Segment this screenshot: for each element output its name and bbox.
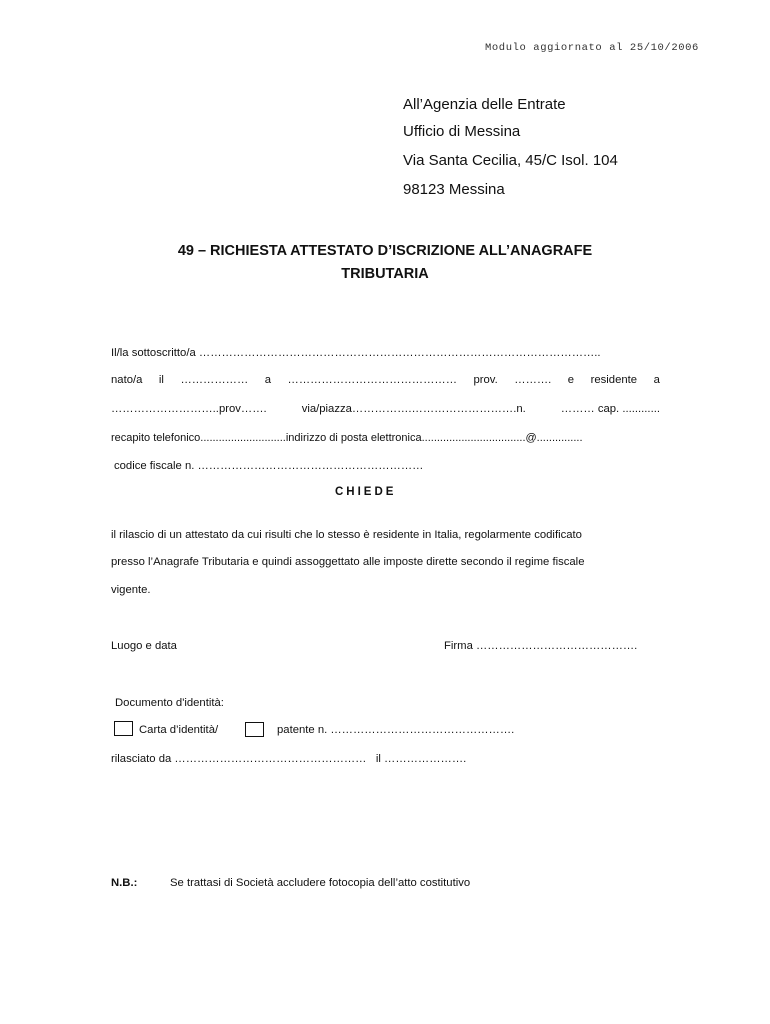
prov-blank: ………. — [514, 374, 552, 386]
nb-label: N.B.: — [111, 877, 138, 889]
chiede-heading: CHIEDE — [335, 486, 397, 498]
recipient-line-2: Ufficio di Messina — [403, 123, 521, 140]
firma: Firma ……………………………………. — [444, 640, 638, 652]
residence-prov: ………………………..prov……. — [111, 403, 267, 415]
cap: ……… cap. ............ — [560, 403, 660, 415]
request-line-3: vigente. — [111, 584, 151, 596]
patente-checkbox[interactable] — [245, 722, 264, 737]
field-address-row — [111, 403, 660, 415]
form-update-date: Modulo aggiornato al 25/10/2006 — [485, 42, 699, 54]
title-line-2: TRIBUTARIA — [341, 266, 429, 282]
field-codice-fiscale: codice fiscale n. …………………………………………………… — [114, 460, 424, 472]
recipient-line-4: 98123 Messina — [403, 181, 505, 198]
nb-text: Se trattasi di Società accludere fotocopia dell’atto costitutivo — [170, 877, 471, 889]
patente-label: patente n. …………………………………………. — [277, 724, 515, 736]
a2-label: a — [653, 374, 660, 386]
via-piazza: via/piazza…………….……………………….n. — [301, 403, 526, 415]
request-line-1: il rilascio di un attestato da cui risulti che lo stesso è residente in Italia, regolarmente codificato — [111, 529, 582, 541]
a-label: a — [264, 374, 272, 386]
recipient-line-1: All’Agenzia delle Entrate — [403, 96, 566, 113]
date-blank: ……………… — [180, 374, 249, 386]
document-title — [110, 243, 660, 282]
carta-checkbox[interactable] — [114, 721, 133, 736]
prov-label: prov. — [473, 374, 498, 386]
luogo-data: Luogo e data — [111, 640, 177, 652]
field-sottoscritto: Il/la sottoscritto/a …………………………………………………………………………………………….. — [111, 347, 601, 359]
field-nato-row — [111, 374, 660, 386]
il-label: il — [158, 374, 164, 386]
nato-label: nato/a — [111, 374, 143, 386]
documento-heading: Documento d'identità: — [115, 697, 224, 709]
rilasciato-da: rilasciato da …………………………………………… il …………………. — [111, 753, 467, 765]
title-line-1: 49 – RICHIESTA ATTESTATO D’ISCRIZIONE ALL’ANAGRAFE — [177, 243, 593, 259]
e-label: e — [567, 374, 575, 386]
place-blank: ……………………………………… — [287, 374, 457, 386]
residente-label: residente — [590, 374, 638, 386]
carta-label: Carta d’identità/ — [139, 724, 219, 736]
request-line-2: presso l’Anagrafe Tributaria e quindi assoggettato alle imposte dirette secondo il regime fiscale — [111, 556, 585, 568]
recipient-line-3: Via Santa Cecilia, 45/C Isol. 104 — [403, 152, 618, 169]
field-recapito: recapito telefonico............................indirizzo di posta elettronica..................................@............... — [111, 432, 583, 444]
